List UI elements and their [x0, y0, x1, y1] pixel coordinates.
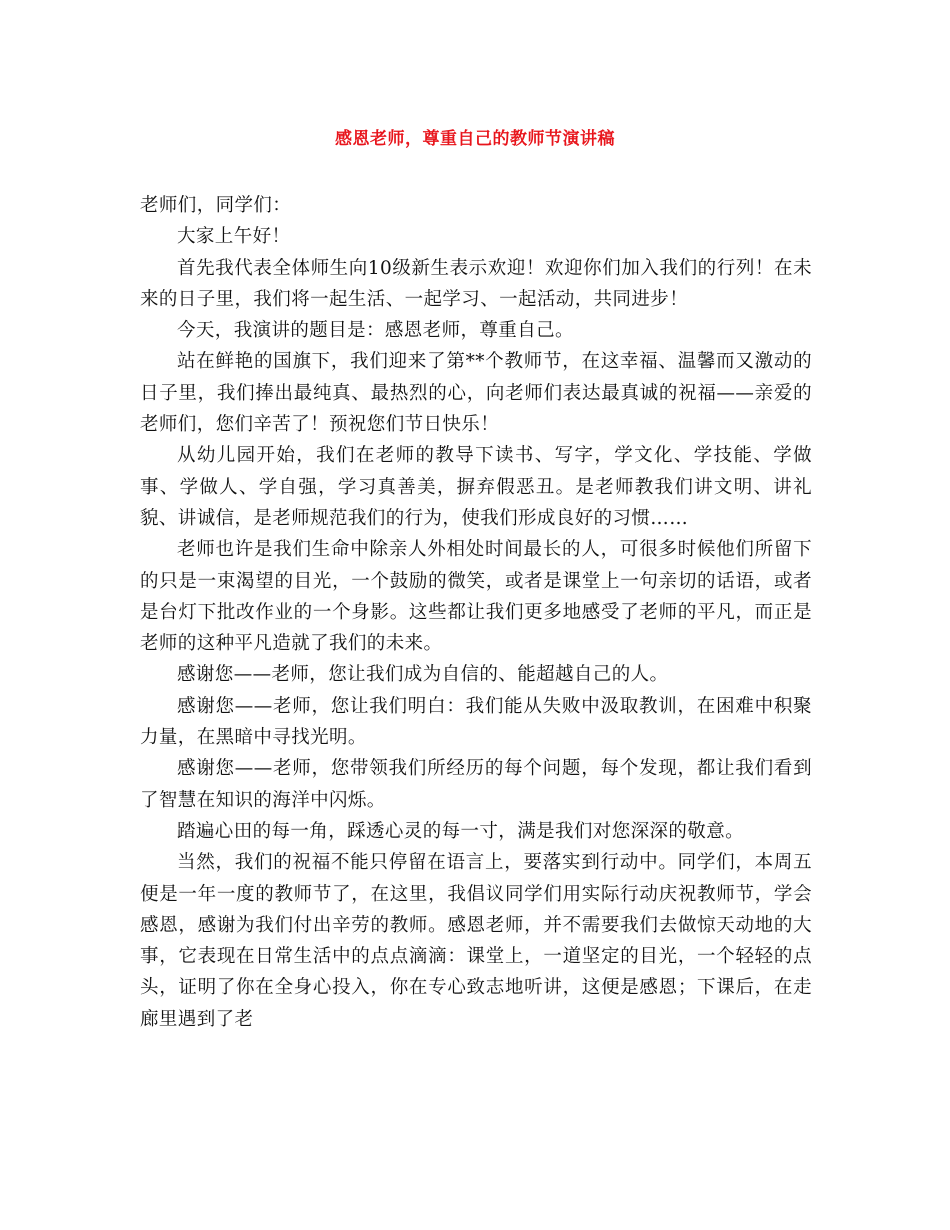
paragraph: 今天，我演讲的题目是：感恩老师，尊重自己。	[177, 320, 574, 342]
paragraph: 首先我代表全体师生向10级新生表示欢迎！欢迎你们加入我们的行列！在未来的日子里，我们将一起生活、一起学习、一起活动，共同进步！	[140, 257, 812, 310]
document-title: 感恩老师，尊重自己的教师节演讲稿	[335, 129, 615, 149]
paragraph: 感谢您——老师，您带领我们所经历的每个问题，每个发现，都让我们看到了智慧在知识的海洋中闪烁。	[140, 758, 812, 811]
paragraph: 踏遍心田的每一角，踩透心灵的每一寸，满是我们对您深深的敬意。	[177, 820, 745, 842]
paragraph: 感谢您——老师，您让我们明白：我们能从失败中汲取教训，在困难中积聚力量，在黑暗中寻找光明。	[140, 695, 812, 749]
document-body	[140, 190, 812, 1035]
paragraph: 从幼儿园开始，我们在老师的教导下读书、写字，学文化、学技能、学做事、学做人、学自强，学习真善美，摒弃假恶丑。是老师教我们讲文明、讲礼貌、讲诚信，是老师规范我们的行为，使我们形成良好的习惯……	[140, 445, 812, 529]
paragraph: 站在鲜艳的国旗下，我们迎来了第**个教师节，在这幸福、温馨而又激动的日子里，我们捧出最纯真、最热烈的心，向老师们表达最真诚的祝福——亲爱的老师们，您们辛苦了！预祝您们节日快乐！	[140, 351, 812, 436]
paragraph: 大家上午好！	[177, 226, 291, 248]
paragraph: 感谢您——老师，您让我们成为自信的、能超越自己的人。	[177, 664, 669, 686]
salutation: 老师们，同学们：	[140, 195, 292, 216]
paragraph: 老师也许是我们生命中除亲人外相处时间最长的人，可很多时候他们所留下的只是一束渴望的目光，一个鼓励的微笑，或者是课堂上一句亲切的话语，或者是台灯下批改作业的一个身影。这些都让我们更多地感受了老师的平凡，而正是老师的这种平凡造就了我们的未来。	[140, 539, 812, 655]
paragraph: 当然，我们的祝福不能只停留在语言上，要落实到行动中。同学们，本周五便是一年一度的教师节了，在这里，我倡议同学们用实际行动庆祝教师节，学会感恩，感谢为我们付出辛劳的教师。感恩老师，并不需要我们去做惊天动地的大事，它表现在日常生活中的点点滴滴：课堂上，一道坚定的目光，一个轻轻的点头，证明了你在全身心投入，你在专心致志地听讲，这便是感恩；下课后，在走廊里遇到了老	[140, 852, 812, 1030]
